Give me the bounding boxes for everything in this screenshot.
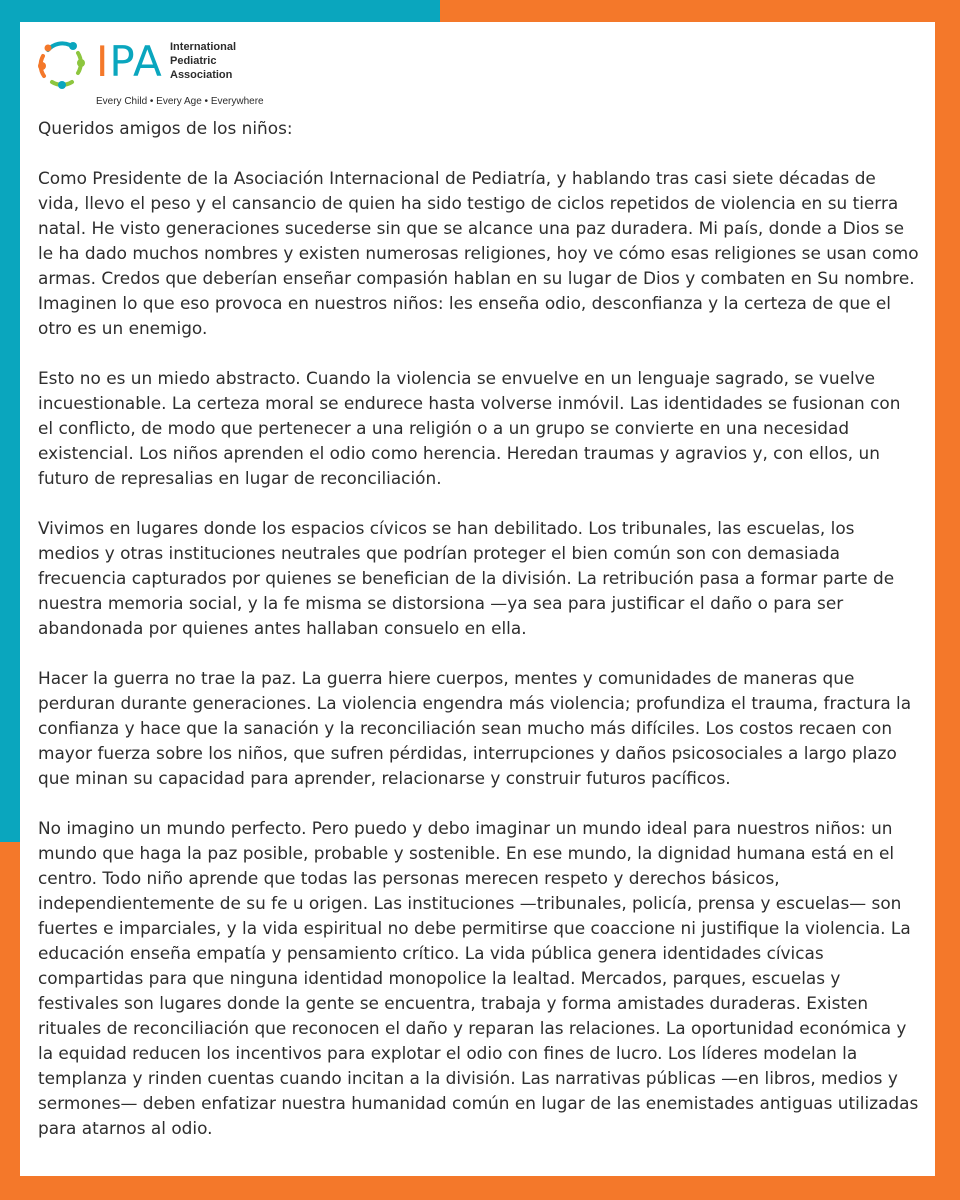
ipa-children-circle-icon xyxy=(34,36,90,92)
paragraph: Esto no es un miedo abstracto. Cuando la violencia se envuelve en un lenguaje sagrado, se vuelve incuestionable. La certeza moral se endurece hasta volverse inmóvil. Las identidades se fusionan con el conflicto, de modo que pertenecer a una religión o a un grupo se convierte en una necesidad existencial. Los niños aprenden el odio como herencia. Heredan traumas y agravios y, con ellos, un futuro de represalias en lugar de reconciliación. xyxy=(38,368,901,488)
ipa-letter-p: P xyxy=(109,37,134,86)
paragraph: Hacer la guerra no trae la paz. La guerra hiere cuerpos, mentes y comunidades de maneras que perduran durante generaciones. La violencia engendra más violencia; profundiza el trauma, fractura la confianza y hace que la sanación y la reconciliación sean mucho más difíciles. Los costos recaen con mayor fuerza sobre los niños, que sufren pérdidas, interrupciones y daños psicosociales a largo plazo que minan su capacidad para aprender, relacionarse y construir futuros pacíficos. xyxy=(38,668,912,788)
ipa-wordmark xyxy=(96,37,163,86)
paragraph: Vivimos en lugares donde los espacios cívicos se han debilitado. Los tribunales, las escuelas, los medios y otras instituciones neutrales que podrían proteger el bien común son con demasiada frecuencia capturados por quienes se benefician de la división. La retribución pasa a formar parte de nuestra memoria social, y la fe misma se distorsiona —ya sea para justificar el daño o para ser abandonada por quienes antes hallaban consuelo en ella. xyxy=(38,518,895,638)
teal-frame-left xyxy=(0,0,20,842)
ipa-letter-i: I xyxy=(96,37,110,86)
org-name-line: Association xyxy=(170,69,233,81)
ipa-letter-a: A xyxy=(133,37,163,86)
greeting: Queridos amigos de los niños: xyxy=(38,118,293,138)
letter-card xyxy=(20,22,935,1176)
paragraph: No imagino un mundo perfecto. Pero puedo y debo imaginar un mundo ideal para nuestros niños: un mundo que haga la paz posible, probable y sostenible. En ese mundo, la dignidad humana está en el centro. Todo niño aprende que todas las personas merecen respeto y derechos básicos, independientemente de su fe u origen. Las instituciones —tribunales, policía, prensa y escuelas— son fuertes e imparciales, y la vida espiritual no debe permitirse que coaccione ni justifique la violencia. La educación enseña empatía y pensamiento crítico. La vida pública genera identidades cívicas compartidas para que ninguna identidad monopolice la lealtad. Mercados, parques, escuelas y festivales son lugares donde la gente se encuentra, trabaja y forma amistades duraderas. Existen rituales de reconciliación que reconocen el daño y reparan las relaciones. La oportunidad económica y la equidad reducen los incentivos para explotar el odio con fines de lucro. Los líderes modelan la templanza y rinden cuentas cuando incitan a la división. Las narrativas públicas —en libros, medios y sermones— deben enfatizar nuestra humanidad común en lugar de las enemistades antiguas utilizadas para atarnos al odio. xyxy=(38,818,919,1138)
org-name-line: International xyxy=(170,41,237,53)
ipa-logo xyxy=(34,36,294,116)
org-name-line: Pediatric xyxy=(170,55,217,67)
tagline: Every Child • Every Age • Everywhere xyxy=(96,96,264,107)
organization-name xyxy=(170,40,290,82)
teal-frame-top xyxy=(0,0,440,22)
paragraph: Como Presidente de la Asociación Internacional de Pediatría, y hablando tras casi siete décadas de vida, llevo el peso y el cansancio de quien ha sido testigo de ciclos repetidos de violencia en su tierra natal. He visto generaciones sucederse sin que se alcance una paz duradera. Mi país, donde a Dios se le ha dado muchos nombres y existen numerosas religiones, hoy ve cómo esas religiones se usan como armas. Credos que deberían enseñar compasión hablan en su lugar de Dios y combaten en Su nombre. Imaginen lo que eso provoca en nuestros niños: les enseña odio, desconfianza y la certeza de que el otro es un enemigo. xyxy=(38,168,919,338)
letter-body xyxy=(38,116,920,1166)
